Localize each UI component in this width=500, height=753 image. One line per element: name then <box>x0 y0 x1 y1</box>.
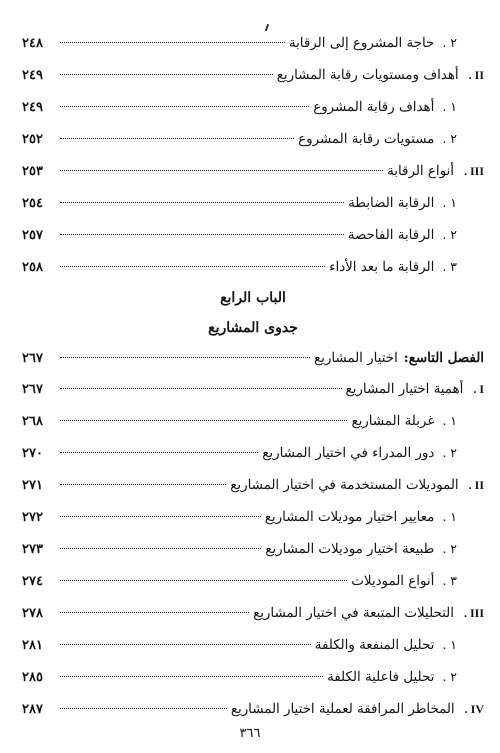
part-label: الباب الرابع <box>220 290 286 306</box>
dot-leader <box>60 233 344 235</box>
entry-marker: ١ . <box>442 413 457 428</box>
entry-page-number: ٢٧٣ <box>22 542 43 557</box>
entry-marker: ٢ . <box>442 227 457 242</box>
entry-title: أهداف رقابة المشروع <box>313 100 435 115</box>
entry-title: طبيعة اختيار موديلات المشاريع <box>265 542 435 557</box>
entry-page-number: ٢٦٨ <box>22 414 43 429</box>
entry-title: الموديلات المستخدمة في اختيار المشاريع <box>230 478 459 493</box>
entry-marker: II . <box>468 68 484 82</box>
entry-marker: III . <box>463 164 484 178</box>
entry-title: أنواع الموديلات <box>351 574 435 589</box>
entry-page-number: ٢٧١ <box>22 478 43 493</box>
toc-entry[interactable] <box>22 123 484 155</box>
dot-leader <box>60 73 273 75</box>
dot-leader <box>60 169 383 171</box>
toc-entry[interactable] <box>22 565 484 597</box>
toc-entry[interactable] <box>22 437 484 469</box>
entry-marker: II . <box>468 478 484 492</box>
entry-marker: ٣ . <box>442 573 457 588</box>
toc-entry[interactable] <box>22 373 484 405</box>
entry-page-number: ٢٥٤ <box>22 196 43 211</box>
dot-leader <box>60 483 226 485</box>
footer-page-number: ٣٦٦ <box>239 726 261 741</box>
toc-entry[interactable] <box>22 597 484 629</box>
entry-title: حاجة المشروع إلى الرقابة <box>288 36 435 51</box>
entry-marker: ٣ . <box>442 259 457 274</box>
dot-leader <box>60 387 342 389</box>
toc-entry[interactable] <box>22 59 484 91</box>
entry-title: الرقابة الفاحصة <box>347 228 435 243</box>
dot-leader <box>60 105 309 107</box>
toc-entry-chapter[interactable] <box>22 343 484 373</box>
entry-page-number: ٢٦٧ <box>22 382 43 397</box>
chapter-marker: الفصل التاسع: <box>403 350 484 366</box>
entry-marker: ١ . <box>442 637 457 652</box>
entry-marker: I . <box>473 382 484 396</box>
dot-leader <box>60 137 294 139</box>
entry-marker: ٢ . <box>442 541 457 556</box>
entry-page-number: ٢٧٤ <box>22 574 43 589</box>
entry-page-number: ٢٧٢ <box>22 510 43 525</box>
entry-page-number: ٢٥٧ <box>22 228 43 243</box>
entry-marker: ٢ . <box>442 445 457 460</box>
dot-leader <box>60 579 347 581</box>
toc-entry[interactable] <box>22 693 484 725</box>
toc-entry[interactable] <box>22 661 484 693</box>
toc-section-selection <box>22 373 484 725</box>
entry-title: دور المدراء في اختيار المشاريع <box>262 446 435 461</box>
entry-page-number: ٢٤٩ <box>22 100 43 115</box>
dot-leader <box>60 265 325 267</box>
toc-entry[interactable] <box>22 91 484 123</box>
entry-marker: III . <box>463 606 484 620</box>
dot-leader <box>60 515 261 517</box>
dot-leader <box>60 451 258 453</box>
dot-leader <box>60 41 285 43</box>
dot-leader <box>60 643 311 645</box>
entry-page-number: ٢٨١ <box>22 638 43 653</box>
toc-entry[interactable] <box>22 27 484 59</box>
toc-entry[interactable] <box>22 155 484 187</box>
entry-title: أهمية اختيار المشاريع <box>345 382 464 397</box>
toc-entry[interactable] <box>22 501 484 533</box>
toc-entry[interactable] <box>22 187 484 219</box>
chapter-page-number: ٢٦٧ <box>22 351 43 366</box>
entry-title: الرقابة ما بعد الأداء <box>329 260 435 275</box>
toc-entry[interactable] <box>22 219 484 251</box>
entry-marker: IV . <box>464 702 484 716</box>
entry-page-number: ٢٥٢ <box>22 132 43 147</box>
entry-title: مستويات رقابة المشروع <box>298 132 435 147</box>
toc-entry[interactable] <box>22 405 484 437</box>
dot-leader <box>60 707 227 709</box>
dot-leader <box>60 547 261 549</box>
entry-title: أنواع الرقابة <box>387 164 454 179</box>
entry-page-number: ٢٨٥ <box>22 670 43 685</box>
entry-page-number: ٢٥٨ <box>22 260 43 275</box>
entry-page-number: ٢٥٣ <box>22 164 43 179</box>
dot-leader <box>60 201 344 203</box>
entry-title: الرقابة الضابطة <box>348 196 435 211</box>
entry-page-number: ٢٨٧ <box>22 702 43 717</box>
entry-marker: ١ . <box>442 99 457 114</box>
part-title: جدوى المشاريع <box>208 320 298 336</box>
entry-title: تحليل فاعلية الكلفة <box>327 670 435 685</box>
dot-leader <box>60 611 249 613</box>
dot-leader <box>60 675 323 677</box>
entry-marker: ١ . <box>442 195 457 210</box>
dot-leader <box>60 356 310 358</box>
entry-title: التحليلات المتبعة في اختيار المشاريع <box>253 606 454 621</box>
toc-entry[interactable] <box>22 629 484 661</box>
entry-title: تحليل المنفعة والكلفة <box>314 638 435 653</box>
entry-page-number: ٢٧٨ <box>22 606 43 621</box>
toc-entry[interactable] <box>22 251 484 283</box>
entry-title: المخاطر المرافقة لعملية اختيار المشاريع <box>230 702 455 717</box>
toc-entry[interactable] <box>22 533 484 565</box>
entry-marker: ٢ . <box>442 131 457 146</box>
entry-marker: ١ . <box>442 509 457 524</box>
entry-marker: ٢ . <box>442 669 457 684</box>
entry-page-number: ٢٧٠ <box>22 446 43 461</box>
entry-page-number: ٢٤٩ <box>22 68 43 83</box>
entry-title: معايير اختيار موديلات المشاريع <box>264 510 435 525</box>
dot-leader <box>60 419 347 421</box>
toc-entry[interactable] <box>22 469 484 501</box>
entry-title: أهداف ومستويات رقابة المشاريع <box>276 68 459 83</box>
toc-section-control <box>22 27 484 283</box>
entry-marker: ٢ . <box>442 35 457 50</box>
entry-title: غربلة المشاريع <box>351 414 435 429</box>
chapter-title: اختيار المشاريع <box>314 351 398 366</box>
entry-page-number: ٢٤٨ <box>22 36 43 51</box>
